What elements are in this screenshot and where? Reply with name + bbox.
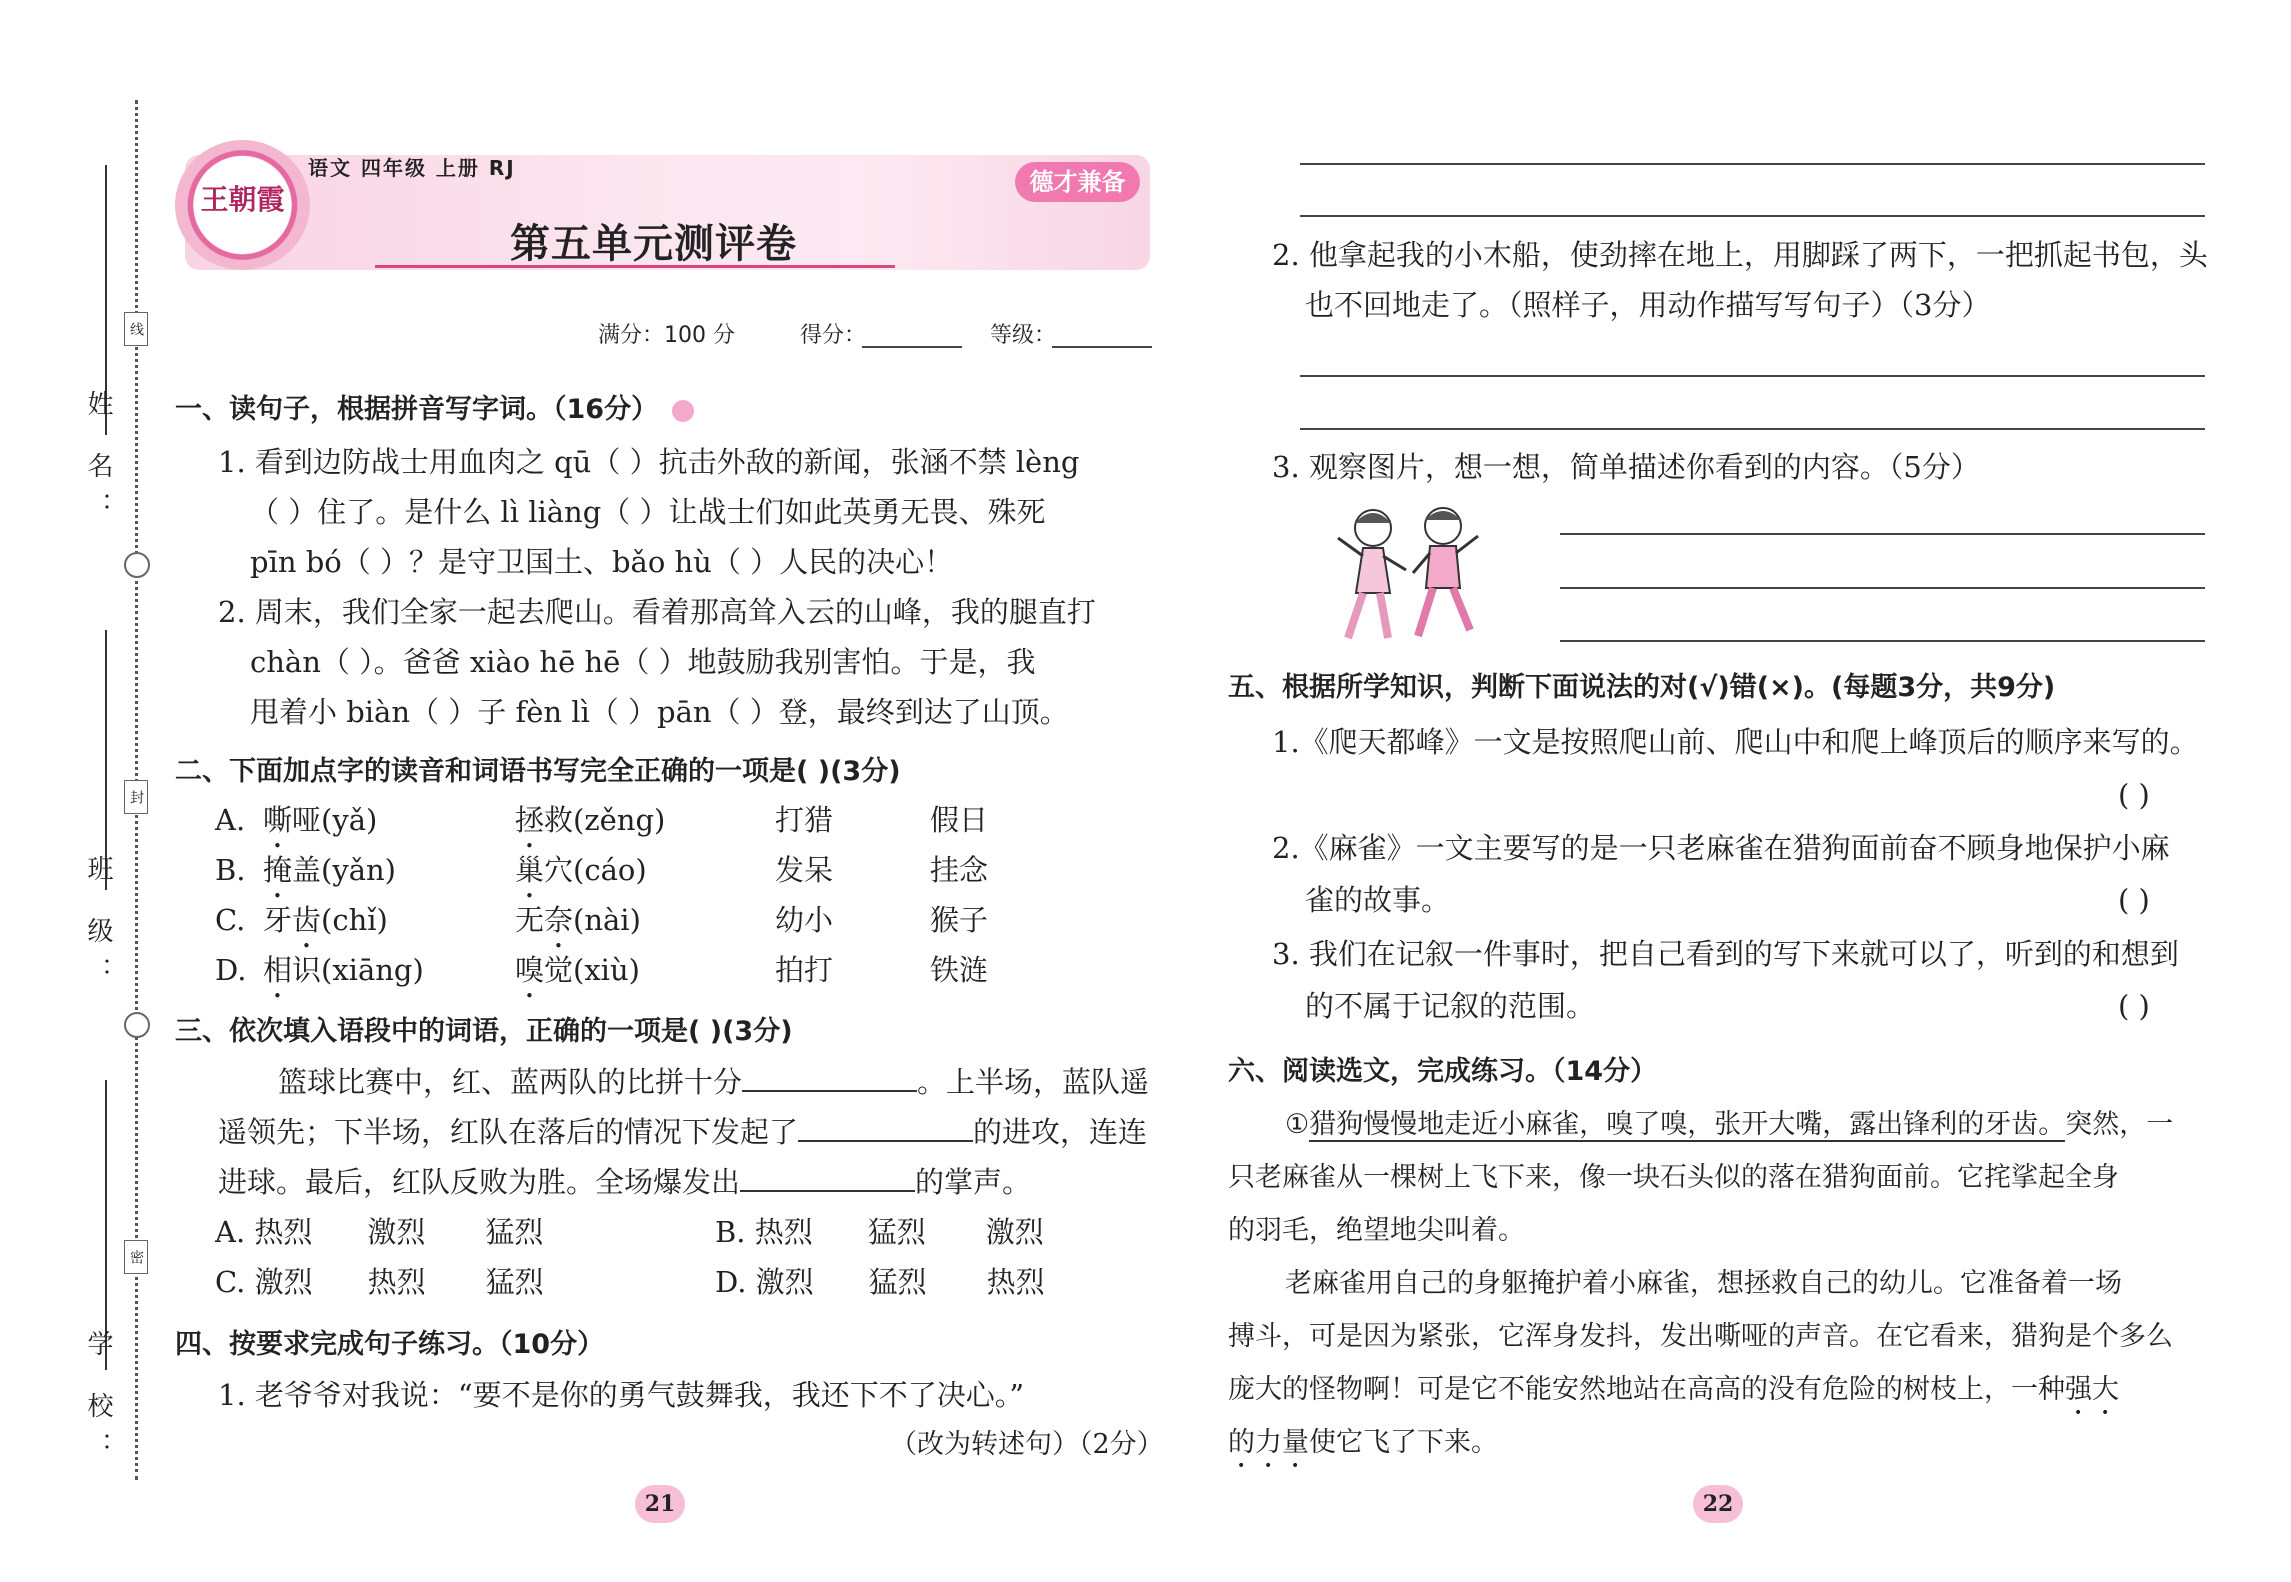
answer-line[interactable] [1560,587,2205,589]
s4-q2-line1: 2. 他拿起我的小木船，使劲摔在地上，用脚踩了两下，一把抓起书包，头 [1272,238,2208,272]
school-label: 学 校： [83,1330,113,1473]
page-title: 第五单元测评卷 [510,221,797,267]
s3-para-line2: 遥领先；下半场，红队在落后的情况下发起了 的进攻，连连 [218,1112,1147,1152]
binding-hole-icon [124,552,150,578]
s5-q3-line2: 的不属于记叙的范围。 [1305,989,1596,1023]
grade-label: 等级： [990,323,1057,348]
s5-q1-answer[interactable]: ( ) [2118,778,2150,812]
s3-blank-1[interactable] [742,1062,917,1092]
option-word-3: 打猎 [775,803,834,837]
answer-line[interactable] [1300,215,2205,217]
option-word-2: 无奈(nài) [515,903,641,937]
s3-option-b[interactable]: B. 热烈 猛烈 激烈 [715,1215,1044,1249]
children-playing-picture [1318,498,1498,648]
answer-line[interactable] [1300,375,2205,377]
s1-q1-line2: （ ）住了。是什么 lì liàng（ ）让战士们如此英勇无畏、殊死 [250,495,1046,529]
answer-line[interactable] [1300,428,2205,430]
s1-q2-line1: 2. 周末，我们全家一起去爬山。看着那高耸入云的山峰，我的腿直打 [218,595,1096,629]
s3-blank-3[interactable] [740,1162,915,1192]
school-write-line [105,1080,107,1370]
s6-para2-line3: 庞大的怪物啊！可是它不能安然地站在高高的没有危险的树枝上，一种强大 [1228,1374,2119,1405]
s1-q2-line2: chàn（ ）。爸爸 xiào hē hē（ ）地鼓励我别害怕。于是，我 [250,645,1036,679]
option-word-2: 拯救(zěng) [515,803,666,837]
section-1-heading: 一、读句子，根据拼音写字词。（16分） [175,394,659,425]
option-letter: B. [215,853,246,887]
answer-line[interactable] [1560,533,2205,535]
score-blank[interactable] [862,346,962,348]
s6-para2-line1: 老麻雀用自己的身躯掩护着小麻雀，想拯救自己的幼儿。它准备着一场 [1285,1268,2122,1299]
s4-q2-line2: 也不回地走了。（照样子，用动作描写写句子）（3分） [1305,288,1991,322]
s6-para1-line2: 只老麻雀从一棵树上飞下来，像一块石头似的落在猎狗面前。它挓挲起全身 [1228,1162,2119,1193]
s3-option-a[interactable]: A. 热烈 激烈 猛烈 [215,1215,544,1249]
option-word-1: 嘶哑(yǎ) [263,803,378,837]
flower-icon [672,400,694,422]
motto-badge: 德才兼备 [1015,162,1140,202]
s5-q2-answer[interactable]: ( ) [2118,883,2150,917]
name-label: 姓 名： [83,390,113,533]
s5-q3-answer[interactable]: ( ) [2118,989,2150,1023]
option-word-3: 拍打 [775,953,834,987]
s5-q3-line1: 3. 我们在记叙一件事时，把自己看到的写下来就可以了，听到的和想到 [1272,937,2179,971]
class-label: 班 级： [83,855,113,998]
page-number-right: 22 [1693,1485,1743,1523]
option-word-4: 假日 [930,803,989,837]
option-letter: D. [215,953,247,987]
line-mark: 线 [124,312,148,346]
s1-q1-line3: pīn bó（ ）？是守卫国土、bǎo hù（ ）人民的决心！ [250,545,954,579]
s6-para2-line2: 搏斗，可是因为紧张，它浑身发抖，发出嘶哑的声音。在它看来，猎狗是个多么 [1228,1321,2173,1352]
option-word-1: 掩盖(yǎn) [263,853,396,887]
s1-q1-line1: 1. 看到边防战士用血肉之 qū（ ）抗击外敌的新闻，张涵不禁 lèng [218,445,1080,479]
section-2-heading: 二、下面加点字的读音和词语书写完全正确的一项是( )(3分) [175,756,901,787]
section-5-heading: 五、根据所学知识，判断下面说法的对(√)错(×)。(每题3分，共9分) [1228,672,2056,703]
option-letter: C. [215,903,246,937]
s3-blank-2[interactable] [798,1112,973,1142]
subject-line: 语文 四年级 上册 RJ [308,156,516,180]
s3-option-c[interactable]: C. 激烈 热烈 猛烈 [215,1265,544,1299]
score-label: 得分： [800,323,867,348]
grade-blank[interactable] [1052,346,1152,348]
option-word-3: 幼小 [775,903,834,937]
seal-mark: 封 [124,780,148,814]
s4-q3: 3. 观察图片，想一想，简单描述你看到的内容。（5分） [1272,450,1980,484]
s6-para2-line4: 的力量使它飞了下来。 [1228,1427,1498,1458]
brand-logo-text: 王朝霞 [200,183,285,216]
s6-para1-line3: 的羽毛，绝望地尖叫着。 [1228,1215,1525,1246]
s4-q1-requirement: （改为转述句）（2分） [890,1429,1164,1460]
option-word-1: 牙齿(chǐ) [263,903,388,937]
answer-line[interactable] [1560,640,2205,642]
option-word-4: 猴子 [930,903,989,937]
option-word-1: 相识(xiāng) [263,953,424,987]
option-word-2: 巢穴(cáo) [515,853,647,887]
section-6-heading: 六、阅读选文，完成练习。（14分） [1228,1056,1658,1087]
option-word-3: 发呆 [775,853,834,887]
s1-q2-line3: 甩着小 biàn（ ）子 fèn lì（ ）pān（ ）登，最终到达了山顶。 [250,695,1069,729]
binding-hole-icon [124,1012,150,1038]
option-word-4: 挂念 [930,853,989,887]
section-3-heading: 三、依次填入语段中的词语，正确的一项是( )(3分) [175,1016,793,1047]
s3-para-line1: 篮球比赛中，红、蓝两队的比拼十分 。上半场，蓝队遥 [278,1062,1149,1102]
section-4-heading: 四、按要求完成句子练习。（10分） [175,1329,605,1360]
s3-option-d[interactable]: D. 激烈 猛烈 热烈 [715,1265,1045,1299]
option-word-4: 铁涟 [930,953,989,987]
s6-para1-line1: ①猎狗慢慢地走近小麻雀，嗅了嗅，张开大嘴，露出锋利的牙齿。突然，一 [1285,1109,2174,1140]
s4-q1: 1. 老爷爷对我说：“要不是你的勇气鼓舞我，我还下不了决心。” [218,1378,1025,1412]
close-mark: 密 [124,1240,148,1274]
answer-line[interactable] [1300,163,2205,165]
title-underline [375,265,895,268]
s3-para-line3: 进球。最后，红队反败为胜。全场爆发出 的掌声。 [218,1162,1031,1202]
s5-q2-line1: 2.《麻雀》一文主要写的是一只老麻雀在猎狗面前奋不顾身地保护小麻 [1272,831,2170,865]
s5-q1: 1.《爬天都峰》一文是按照爬山前、爬山中和爬上峰顶后的顺序来写的。 [1272,725,2199,759]
option-word-2: 嗅觉(xiù) [515,953,640,987]
class-write-line [105,630,107,890]
option-letter: A. [215,803,246,837]
page-number-left: 21 [635,1485,685,1523]
s5-q2-line2: 雀的故事。 [1305,883,1451,917]
full-score: 满分：100 分 [598,323,735,348]
